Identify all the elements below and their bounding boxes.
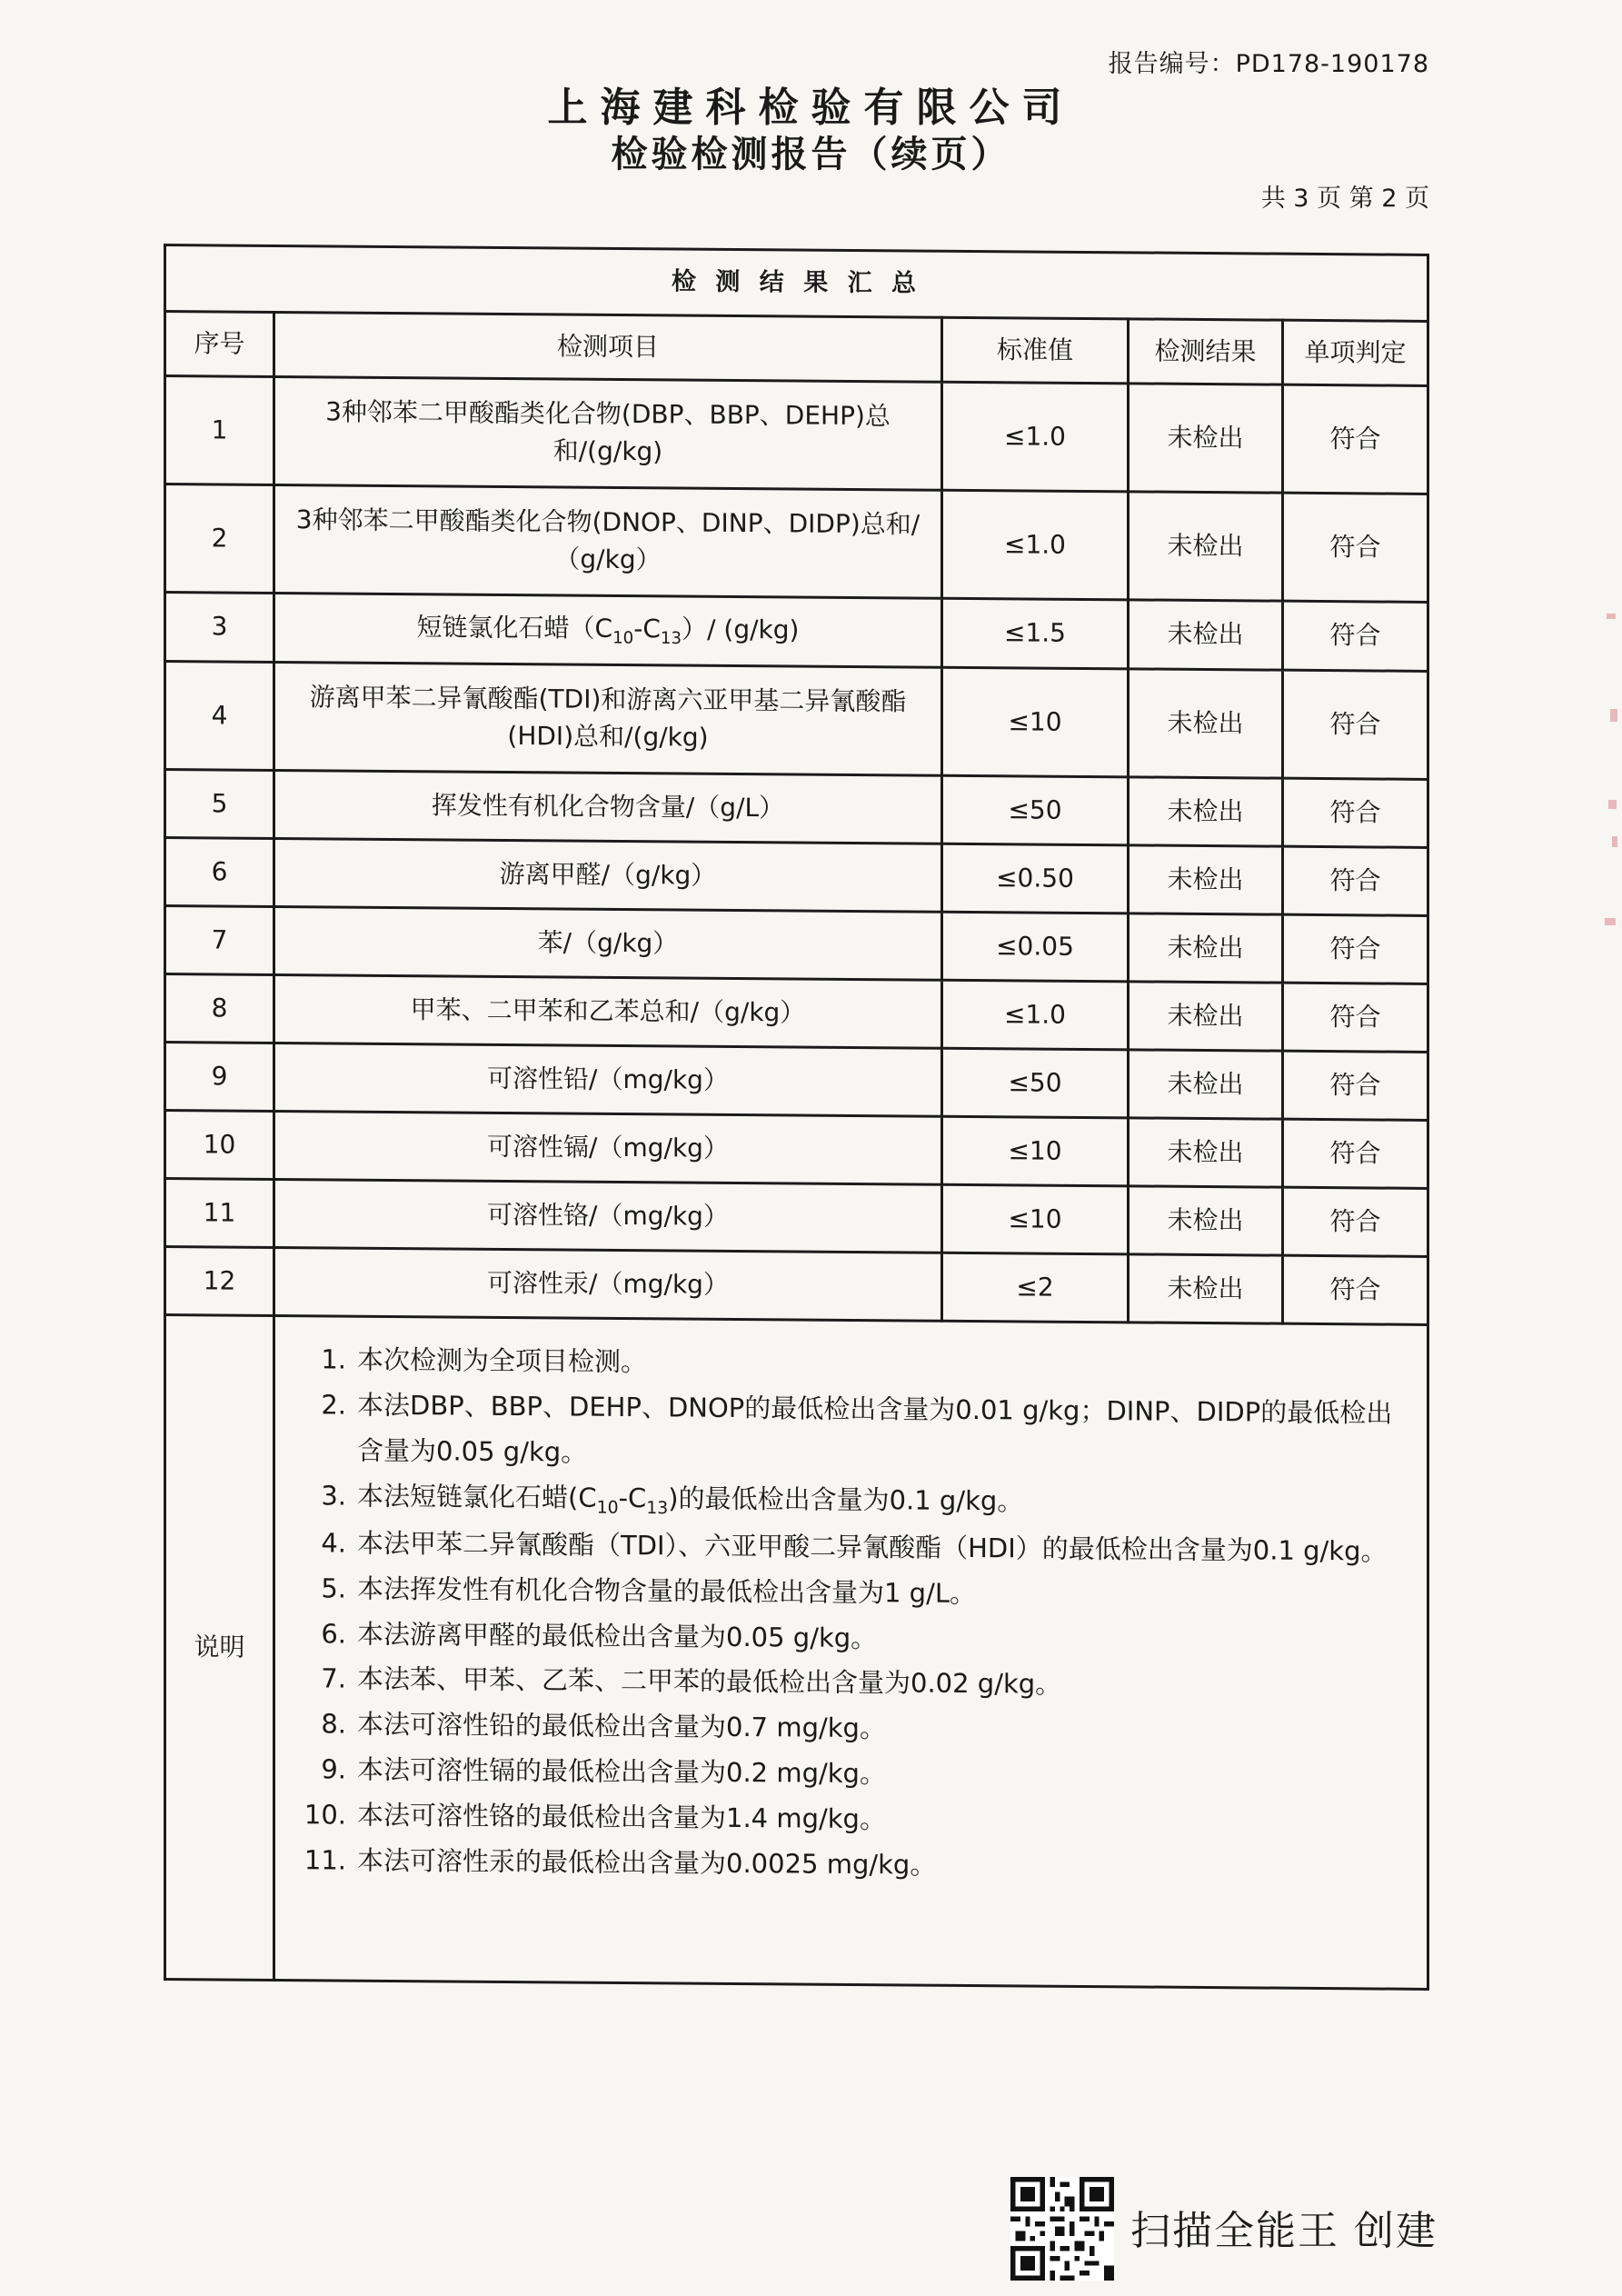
column-header: 检测结果: [1129, 319, 1283, 384]
test-result: 未检出: [1129, 600, 1283, 670]
note-text: 本法可溶性镉的最低检出含量为0.2 mg/kg。: [357, 1753, 886, 1790]
notes-row: [165, 1315, 1428, 1990]
document-title: 检验检测报告（续页）: [611, 134, 1011, 175]
test-item: [274, 593, 942, 667]
note-number: 4.: [321, 1527, 346, 1559]
verdict: 符合: [1283, 1051, 1428, 1120]
note-number: 8.: [321, 1708, 346, 1740]
table-row: [165, 1179, 1428, 1257]
note-item: [303, 1473, 1408, 1530]
note-number: 10.: [304, 1799, 346, 1831]
table-row: [165, 838, 1428, 916]
notes-list: [303, 1337, 1408, 1892]
note-item: [303, 1838, 1408, 1892]
verdict: 符合: [1283, 778, 1428, 847]
note-item: [303, 1383, 1408, 1482]
note-text: 本法DBP、BBP、DEHP、DNOP的最低检出含量为0.01 g/kg；DINP、DIDP的最低检出含量为0.05 g/kg。: [357, 1389, 1393, 1468]
test-result: 未检出: [1129, 384, 1283, 493]
test-result: 未检出: [1129, 1186, 1283, 1255]
test-item: 3种邻苯二甲酸酯类化合物(DNOP、DINP、DIDP)总和/（g/kg）: [274, 484, 942, 598]
test-item: 可溶性镉/（mg/kg）: [274, 1111, 942, 1184]
note-text: 本法游离甲醛的最低检出含量为0.05 g/kg。: [357, 1618, 878, 1653]
test-result: 未检出: [1129, 913, 1283, 983]
verdict: 符合: [1283, 670, 1428, 779]
row-number: 5: [165, 770, 274, 839]
standard-value: ≤1.0: [942, 490, 1129, 600]
note-text: -C: [618, 1482, 647, 1513]
standard-value: ≤1.0: [942, 382, 1129, 492]
company-name: 上海建科检验有限公司: [547, 85, 1075, 131]
standard-value: ≤0.50: [942, 844, 1129, 913]
note-number: 1.: [321, 1343, 346, 1375]
table-title: 检 测 结 果 汇 总: [165, 245, 1428, 322]
test-item-text: 短链氯化石蜡（C: [416, 611, 613, 644]
verdict: 符合: [1283, 493, 1428, 602]
test-result: 未检出: [1129, 669, 1283, 778]
column-header: 标准值: [942, 317, 1129, 384]
column-header: 检测项目: [274, 312, 942, 382]
test-result: 未检出: [1129, 1254, 1283, 1323]
note-text: )的最低检出含量为0.1 g/kg。: [668, 1482, 1024, 1517]
test-item: 甲苯、二甲苯和乙苯总和/（g/kg）: [274, 974, 942, 1048]
verdict: 符合: [1283, 1255, 1428, 1324]
test-item-text: ）/ (g/kg): [682, 613, 800, 644]
table-row: [165, 1247, 1428, 1325]
row-number: 8: [165, 974, 274, 1043]
table-row: [165, 376, 1428, 494]
scanner-watermark: 扫描全能王 创建: [1130, 2208, 1438, 2254]
standard-value: ≤10: [942, 1184, 1129, 1254]
standard-value: ≤0.05: [942, 912, 1129, 982]
standard-value: ≤1.0: [942, 980, 1129, 1050]
row-number: 3: [165, 593, 274, 663]
test-item: 可溶性铬/（mg/kg）: [274, 1179, 942, 1253]
test-result: 未检出: [1129, 492, 1283, 601]
row-number: 4: [165, 662, 274, 771]
standard-value: ≤10: [942, 1116, 1129, 1186]
test-item: 游离甲苯二异氰酸酯(TDI)和游离六亚甲基二异氰酸酯(HDI)总和/(g/kg): [274, 662, 942, 775]
test-item: 3种邻苯二甲酸酯类化合物(DBP、BBP、DEHP)总和/(g/kg): [274, 376, 942, 490]
results-table: [164, 244, 1429, 1991]
table-row: [165, 484, 1428, 603]
test-item-text: -C: [633, 613, 661, 644]
note-text: 本法甲苯二异氰酸酯（TDI）、六亚甲酸二异氰酸酯（HDI）的最低检出含量为0.1 g/kg。: [357, 1527, 1388, 1567]
subscript: 13: [646, 1498, 669, 1518]
table-row: [165, 662, 1428, 780]
row-number: 12: [165, 1247, 274, 1316]
scan-artifact: [1605, 918, 1616, 925]
note-text: 本法可溶性汞的最低检出含量为0.0025 mg/kg。: [357, 1844, 937, 1881]
scan-artifact: [1610, 709, 1617, 722]
verdict: 符合: [1283, 983, 1428, 1052]
standard-value: ≤2: [942, 1253, 1129, 1323]
test-result: 未检出: [1129, 1118, 1283, 1187]
report-number: 报告编号：PD178-190178: [1108, 50, 1429, 78]
note-text: 本法挥发性有机化合物含量的最低检出含量为1 g/L。: [357, 1572, 977, 1609]
table-row: [165, 906, 1428, 984]
row-number: 2: [165, 484, 274, 594]
standard-value: ≤10: [942, 667, 1129, 777]
note-number: 5.: [321, 1572, 346, 1604]
table-row: [165, 974, 1428, 1053]
page-indicator: 共 3 页 第 2 页: [1260, 185, 1429, 213]
verdict: 符合: [1283, 846, 1428, 915]
row-number: 10: [165, 1111, 274, 1180]
table-row: [165, 593, 1428, 672]
subscript: 10: [612, 627, 634, 648]
note-number: 3.: [321, 1479, 346, 1512]
standard-value: ≤50: [942, 775, 1129, 845]
row-number: 6: [165, 838, 274, 907]
test-result: 未检出: [1129, 777, 1283, 846]
table-row: [165, 1111, 1428, 1189]
qr-code-icon: [1010, 2177, 1114, 2281]
notes-label: 说明: [165, 1315, 274, 1981]
note-text: 本次检测为全项目检测。: [357, 1343, 648, 1378]
test-item: 可溶性铅/（mg/kg）: [274, 1043, 942, 1116]
verdict: 符合: [1283, 384, 1428, 494]
table-row: [165, 770, 1428, 848]
scan-artifact: [1608, 800, 1617, 809]
test-item: 挥发性有机化合物含量/（g/L）: [274, 770, 942, 844]
note-number: 6.: [321, 1617, 346, 1650]
row-number: 1: [165, 376, 274, 485]
test-result: 未检出: [1129, 1050, 1283, 1119]
note-text: 本法可溶性铬的最低检出含量为1.4 mg/kg。: [357, 1799, 886, 1835]
table-row: [165, 1043, 1428, 1121]
row-number: 7: [165, 906, 274, 975]
note-text: 本法可溶性铅的最低检出含量为0.7 mg/kg。: [357, 1709, 886, 1744]
test-item: 可溶性汞/（mg/kg）: [274, 1247, 942, 1321]
verdict: 符合: [1283, 914, 1428, 983]
note-text: 本法短链氯化石蜡(C: [357, 1480, 597, 1513]
column-header: 序号: [165, 312, 274, 377]
test-item: 苯/（g/kg）: [274, 906, 942, 980]
table-header-row: [165, 312, 1428, 386]
note-number: 9.: [321, 1753, 346, 1785]
verdict: 符合: [1283, 1119, 1428, 1188]
test-result: 未检出: [1129, 982, 1283, 1051]
column-header: 单项判定: [1283, 320, 1428, 385]
verdict: 符合: [1283, 601, 1428, 671]
standard-value: ≤1.5: [942, 598, 1129, 669]
row-number: 9: [165, 1043, 274, 1112]
note-number: 11.: [304, 1844, 346, 1876]
note-text: 本法苯、甲苯、乙苯、二甲苯的最低检出含量为0.02 g/kg。: [357, 1663, 1062, 1701]
notes-content: [274, 1315, 1428, 1989]
subscript: 10: [596, 1498, 619, 1518]
verdict: 符合: [1283, 1187, 1428, 1256]
note-number: 2.: [321, 1389, 346, 1421]
test-result: 未检出: [1129, 845, 1283, 914]
scan-artifact: [1607, 614, 1616, 619]
standard-value: ≤50: [942, 1048, 1129, 1118]
scan-artifact: [1612, 836, 1617, 847]
test-item: 游离甲醛/（g/kg）: [274, 838, 942, 912]
row-number: 11: [165, 1179, 274, 1248]
note-number: 7.: [321, 1662, 346, 1695]
subscript: 13: [660, 628, 682, 648]
